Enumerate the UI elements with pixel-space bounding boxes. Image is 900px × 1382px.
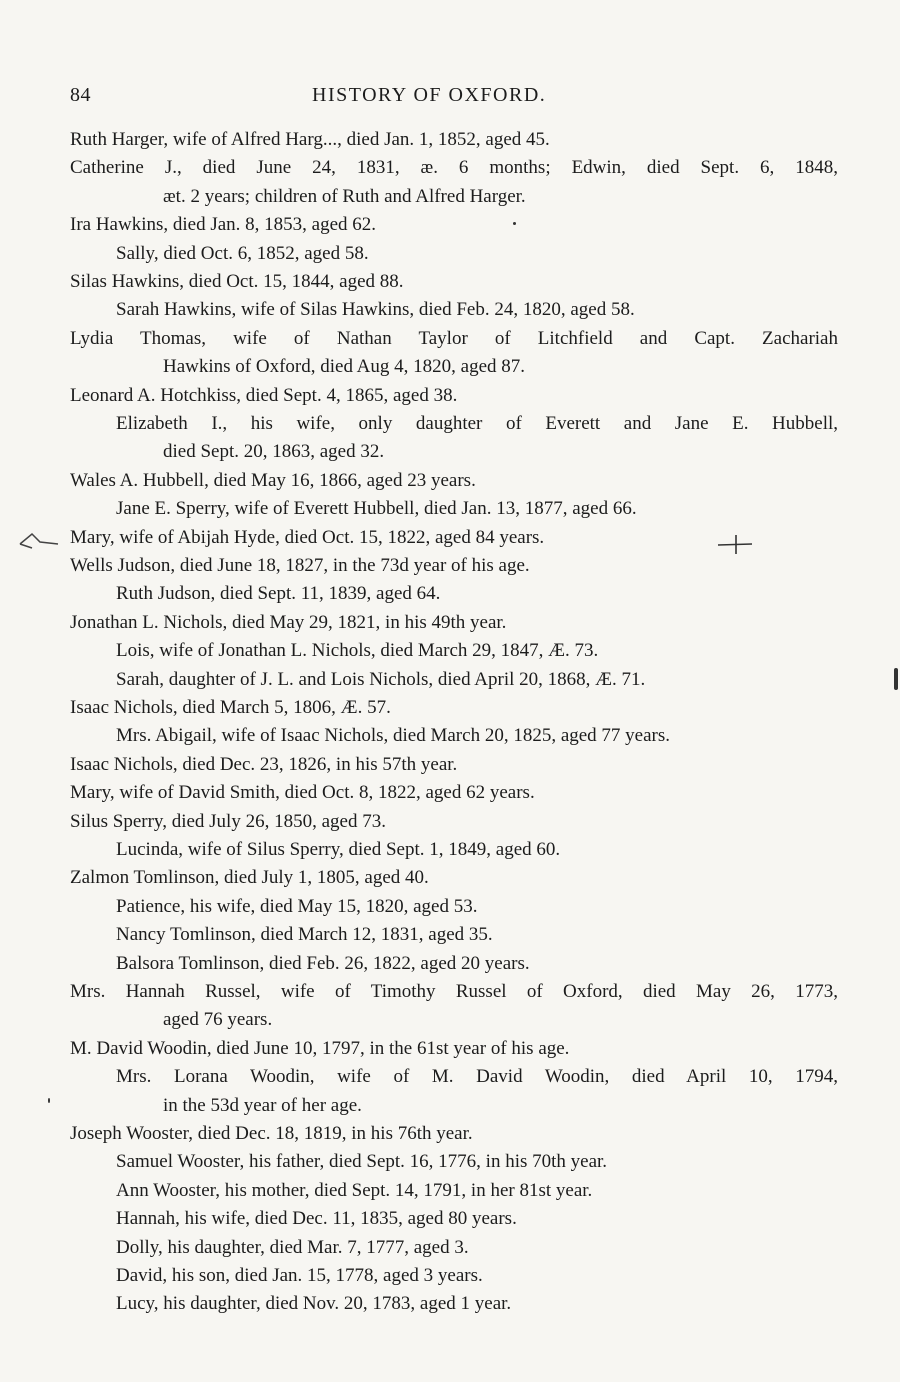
record-sub-entry: Lois, wife of Jonathan L. Nichols, died March 29, 1847, Æ. 73.	[116, 640, 599, 662]
record-entry: Lydia Thomas, wife of Nathan Taylor of Litchfield and Capt. Zachariah	[70, 327, 838, 349]
record-entry: Mary, wife of David Smith, died Oct. 8, 1822, aged 62 years.	[70, 782, 535, 804]
record-entry: Ruth Harger, wife of Alfred Harg..., died Jan. 1, 1852, aged 45.	[70, 129, 550, 150]
record-continuation: Hawkins of Oxford, died Aug 4, 1820, aged 87.	[163, 356, 526, 378]
record-entry: Wales A. Hubbell, died May 16, 1866, aged 23 years.	[70, 469, 476, 491]
record-entry: Isaac Nichols, died Dec. 23, 1826, in his 57th year.	[70, 753, 458, 775]
record-continuation: aged 76 years.	[163, 1009, 273, 1031]
handwritten-arrow-mark	[18, 528, 62, 556]
record-sub-entry: Mrs. Abigail, wife of Isaac Nichols, died March 20, 1825, aged 77 years.	[116, 725, 671, 747]
record-entry: Ira Hawkins, died Jan. 8, 1853, aged 62.	[70, 214, 377, 236]
record-entry: Catherine J., died June 24, 1831, æ. 6 months; Edwin, died Sept. 6, 1848,	[70, 157, 838, 179]
record-entry: Isaac Nichols, died March 5, 1806, Æ. 57.	[70, 697, 391, 718]
record-sub-entry: Samuel Wooster, his father, died Sept. 16, 1776, in his 70th year.	[116, 1151, 608, 1173]
page-number: 84	[70, 84, 91, 106]
record-continuation: in the 53d year of her age.	[163, 1094, 362, 1116]
record-sub-entry: Sally, died Oct. 6, 1852, aged 58.	[116, 242, 369, 264]
running-title: HISTORY OF OXFORD.	[312, 84, 547, 106]
record-sub-entry: Sarah, daughter of J. L. and Lois Nichols, died April 20, 1868, Æ. 71.	[116, 668, 646, 690]
record-sub-entry: Patience, his wife, died May 15, 1820, aged 53.	[116, 895, 478, 917]
record-sub-entry: Dolly, his daughter, died Mar. 7, 1777, aged 3.	[116, 1236, 469, 1258]
record-sub-entry: Elizabeth I., his wife, only daughter of Everett and Jane E. Hubbell,	[116, 413, 838, 434]
ink-speck	[894, 668, 898, 690]
record-continuation: æt. 2 years; children of Ruth and Alfred Harger.	[163, 185, 526, 207]
record-sub-entry: Mrs. Lorana Woodin, wife of M. David Woodin, died April 10, 1794,	[116, 1066, 838, 1088]
record-sub-entry: Lucy, his daughter, died Nov. 20, 1783, aged 1 year.	[116, 1293, 512, 1315]
record-continuation: died Sept. 20, 1863, aged 32.	[163, 441, 385, 463]
record-sub-entry: Ann Wooster, his mother, died Sept. 14, 1791, in her 81st year.	[116, 1179, 593, 1201]
page-header	[0, 84, 900, 114]
ink-speck	[48, 1098, 50, 1103]
record-entry: Mary, wife of Abijah Hyde, died Oct. 15, 1822, aged 84 years.	[70, 526, 545, 548]
ink-speck	[513, 222, 516, 225]
record-sub-entry: Ruth Judson, died Sept. 11, 1839, aged 64.	[116, 583, 441, 605]
record-entry: Joseph Wooster, died Dec. 18, 1819, in his 76th year.	[70, 1123, 473, 1144]
record-entry: Leonard A. Hotchkiss, died Sept. 4, 1865, aged 38.	[70, 384, 458, 406]
record-sub-entry: Lucinda, wife of Silus Sperry, died Sept. 1, 1849, aged 60.	[116, 839, 561, 860]
record-entry: Zalmon Tomlinson, died July 1, 1805, aged 40.	[70, 867, 429, 889]
record-entry: Mrs. Hannah Russel, wife of Timothy Russel of Oxford, died May 26, 1773,	[70, 981, 838, 1002]
record-entry: Silus Sperry, died July 26, 1850, aged 73.	[70, 810, 386, 832]
record-entry: Wells Judson, died June 18, 1827, in the 73d year of his age.	[70, 555, 530, 576]
record-sub-entry: Jane E. Sperry, wife of Everett Hubbell, died Jan. 13, 1877, aged 66.	[116, 498, 637, 520]
record-sub-entry: Nancy Tomlinson, died March 12, 1831, aged 35.	[116, 924, 493, 946]
record-sub-entry: David, his son, died Jan. 15, 1778, aged 3 years.	[116, 1265, 483, 1286]
record-sub-entry: Sarah Hawkins, wife of Silas Hawkins, died Feb. 24, 1820, aged 58.	[116, 299, 635, 321]
record-entry: M. David Woodin, died June 10, 1797, in the 61st year of his age.	[70, 1037, 570, 1059]
handwritten-cross-mark	[716, 532, 756, 556]
record-entry: Silas Hawkins, died Oct. 15, 1844, aged 88.	[70, 271, 404, 292]
record-sub-entry: Hannah, his wife, died Dec. 11, 1835, aged 80 years.	[116, 1208, 517, 1230]
record-sub-entry: Balsora Tomlinson, died Feb. 26, 1822, aged 20 years.	[116, 952, 530, 974]
record-entry: Jonathan L. Nichols, died May 29, 1821, in his 49th year.	[70, 611, 507, 633]
